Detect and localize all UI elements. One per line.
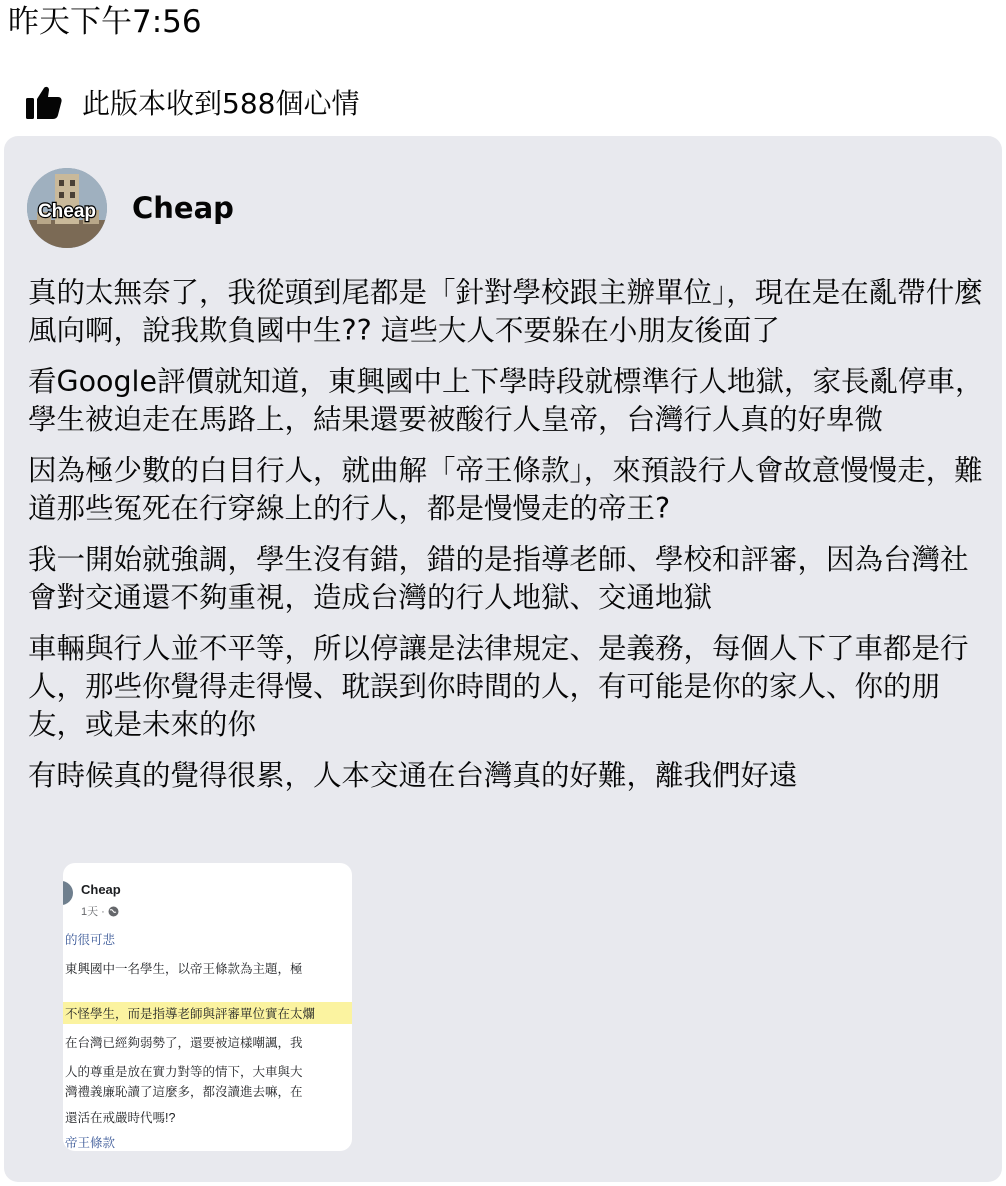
reactions-count-text: 此版本收到588個心情 xyxy=(82,87,360,120)
post-paragraph: 真的太無奈了，我從頭到尾都是「針對學校跟主辦單位」，現在是在亂帶什麼風向啊，說我欺負國中生?? 這些大人不要躲在小朋友後面了 xyxy=(28,276,983,347)
screenshot-author: Cheap xyxy=(81,882,121,897)
screenshot-line: 的很可悲 xyxy=(65,933,116,947)
post-paragraph: 我一開始就強調，學生沒有錯，錯的是指導老師、學校和評審，因為台灣社會對交通還不夠重視，造成台灣的行人地獄、交通地獄 xyxy=(28,543,969,614)
post-paragraph: 因為極少數的白目行人，就曲解「帝王條款」，來預設行人會故意慢慢走，難道那些冤死在行穿線上的行人，都是慢慢走的帝王? xyxy=(28,454,983,525)
post-timestamp: 昨天下午7:56 xyxy=(8,4,202,40)
screenshot-line: 灣禮義廉恥讀了這麼多，都沒讀進去嘛，在 xyxy=(65,1085,303,1099)
screenshot-meta xyxy=(81,903,119,919)
screenshot-line: 在台灣已經夠弱勢了，還要被這樣嘲諷，我 xyxy=(65,1036,303,1050)
screenshot-highlighted-line: 不怪學生，而是指導老師與評審單位實在太爛 xyxy=(63,1002,352,1024)
avatar-label: Cheap xyxy=(37,201,97,222)
screenshot-avatar xyxy=(63,881,73,905)
screenshot-line: 人的尊重是放在實力對等的情下，大車與大 xyxy=(65,1065,303,1079)
author-avatar[interactable] xyxy=(27,168,107,248)
post-paragraph: 有時候真的覺得很累，人本交通在台灣真的好難，離我們好遠 xyxy=(28,759,798,792)
post-paragraph: 看Google評價就知道，東興國中上下學時段就標準行人地獄，家長亂停車，學生被迫走在馬路上，結果還要被酸行人皇帝，台灣行人真的好卑微 xyxy=(28,365,984,436)
reactions-summary[interactable] xyxy=(26,82,359,122)
globe-icon xyxy=(108,906,119,917)
attached-screenshot-image[interactable] xyxy=(63,863,352,1151)
screenshot-line: 還活在戒嚴時代嗎!? xyxy=(65,1111,176,1125)
screenshot-time: 1天 · xyxy=(81,906,105,918)
post-paragraph: 車輛與行人並不平等，所以停讓是法律規定、是義務，每個人下了車都是行人，那些你覺得走得慢、耽誤到你時間的人，有可能是你的家人、你的朋友，或是未來的你 xyxy=(28,632,969,741)
screenshot-line: 東興國中一名學生，以帝王條款為主題，極 xyxy=(65,962,303,976)
post-card xyxy=(4,136,1002,1182)
post-body xyxy=(28,274,988,808)
author-name[interactable]: Cheap xyxy=(132,191,234,225)
screenshot-hashtag: 帝王條款 xyxy=(65,1136,116,1150)
thumbs-up-icon xyxy=(26,85,62,119)
